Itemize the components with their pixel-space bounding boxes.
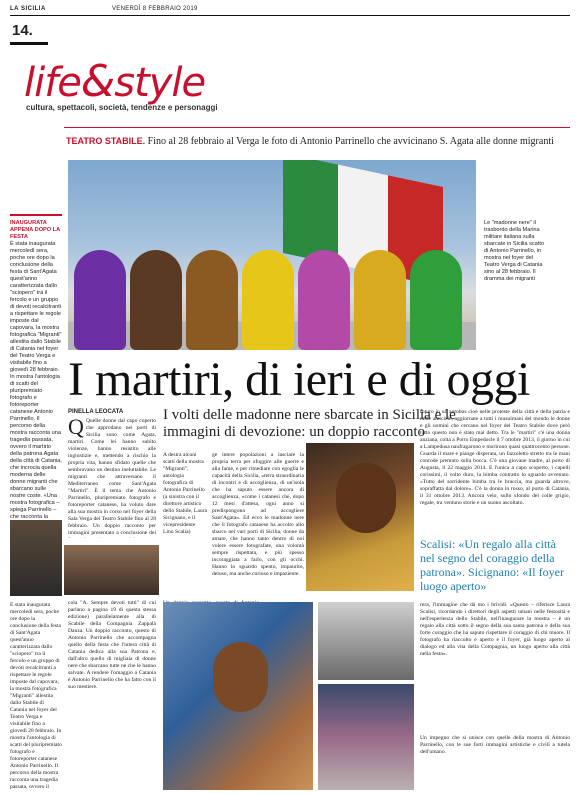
kicker-text: Fino al 28 febbraio al Verga le foto di Antonio Parrinello che avvicinano S. Agata alle donne migranti (147, 136, 554, 147)
woman-gold-veil (354, 250, 406, 350)
sidebar-continued (10, 602, 62, 790)
left-sidebar (10, 220, 62, 520)
sidebar-head: INAUGURATA APPENA DOPO LA FESTA (10, 220, 60, 240)
page-number-rule (10, 42, 48, 45)
article-bottom-col3: rera, l'immagine che dà mo i brividi. «Questo – riferisce Laura Scalisi, ricordando i direttori degli aspetti umani nelle festosità e nell'esperienza dello Stabile, nell'inaugurare la mostra – è un regalo alla città sotto il segno della sua santa patrona e della sua forte coraggio che ha saputo rispettare il coraggio di chi muore. Il fotografo ha riaccolto e aperto e il foyer, già luogo aperto al dialogo ed alla vita della Compagnia, un luogo aperto alla città nella festa». (420, 602, 570, 657)
logo-style: style (114, 60, 206, 106)
woman-green-veil (410, 250, 462, 350)
article-col2: ge intere popolazioni a lasciare la propria terra per sfuggire alle guerre e alla fame, e per rimediare con egoglia le capacità della Sicilia, «terra straordinaria di incontri e di accoglienza, di un'isola che ha saputo essere ancora di accoglienza, «come i catanesi che, dopo 12 mesi d'attesa, ogni anno si predispongono ad accogliere Sant'Agata». Ed ecco le madonne nere che il fotografo catanese ha accolto allo sbarco nei vari porti di Sicilia, donne da amare, che hanno tanto dentro di noi volere essere fotografate, una volontà sempre rispettata, e più spesso incoraggiata a farlo, con gli occhi. Hanno lo sguardo spento, impaurito, deluso, ma anche curioso e impaziente. (212, 452, 304, 577)
photo-woman-grayscale (318, 602, 414, 680)
woman-pink-veil (298, 250, 350, 350)
woman-yellow-veil (242, 250, 294, 350)
subheadline: I volti delle madonne nere sbarcate in Sicilia e le immagini di devozione: un doppio racconto (163, 407, 456, 440)
article-col3: futuro in un autobus cioè nelle proteste della città e della patria e nelle amicizie, aggiornate a tutti i musulmani del mondo le donne e gli uomini che cercano nel foyer del Teatro Stabile dove però tutto questo non è stato mai detto. Tra le "martiri" c'è una donna anziana, colta a Porto Empedocle il 7 ottobre 2013, il giorno in cui a Lampedusa naufragarono e morirono quasi quattrocento persone. Guarda il mare e piange disperata, un fazzoletto stretto tra le mani conrode premuto sulla bocca. C'è una giovane madre, al porto di Augusta, il 22 maggio 2014. E l'unica a capo scoperto, i capelli corissimi, il volto duro, la bimba contratto lo sguardo avvenuto. «Tutto del sorridente bimba tra le braccia, ma guarda altrove, sopraffatta dal dolore». C'è la donna in rosso, al porto di Catania, il 31 ottobre 2013. Ancora velo, sullo sfondo del colle grigio, regale, tra ventuno storie e un suono ascoltato. (420, 409, 570, 506)
photo-woman-blue-veil (163, 602, 313, 790)
sidebar-body: È stata inaugurata mercoledì sera, poche ore dopo la conclusione della festa di Sant'Agata quest'anno caratterizzata dallo "sciopero" tra il fercolo e un gruppo di devoti recalcitranti a rispettare le regole imposte dal capovara, la mostra fotografica "Migranti" allestita dallo Stabile di Catania nel foyer del Teatro Verga e visitabile fino a giovedì 28 febbraio. In mostra l'antologia di scatti del pluripremiato fotografo e fotoreporter catanese Antonio Parrinello. Il percorso della mostra racconta una tragedia passata, ovvero il martirio della patrona Agata della città di Catania, che incrocia quella moderna delle donne migranti che sbarcano sulle nostre coste. «Una mostra fotografica – spiega Parrinello – che racconta la (10, 241, 62, 520)
logo-ampersand: & (80, 56, 115, 107)
kicker-label: TEATRO STABILE. (66, 136, 146, 146)
sidebar-continued-text: È stata inaugurata mercoledì sera, poche ore dopo la conclusione della festa di Sant'Agata quest'anno caratterizzata dallo "sciopero" tra il fercolo e un gruppo di devoti recalcitranti a rispettare le regole imposte dal capovara, la mostra fotografica "Migranti" allestita dallo Stabile di Catania nel foyer del Teatro Verga e visitabile fino a giovedì 28 febbraio. In mostra l'antologia di scatti del pluripremiato fotografo e fotoreporter catanese Antonio Parrinello. Il percorso della mostra racconta una tragedia passata, ovvero il (10, 602, 62, 790)
photo-caption-mid: A destra alcuni scatti della mostra "Migranti", antologia fotografica di Antonio Parrinello (a sinistra con il direttore artistico dello Stabile, Laura Sicignano, e il vicepresidente Lino Scalia) (163, 452, 207, 535)
article-bottom-col1: cola "A. Sempre devoti tutti" di cui parlano a pagina 19 di questa stessa edizione) parallelamente alla di Scabile della Compagnia Zappalà Danza. Un doppio racconto, questo di Antonio Parrinello che accompagna quello della festa che l'intera città di Catania dedica alla sua Patrona e, dall'altro quello di migliaia di donne nere che sbarcano tutte ne che le hanno salvate. A rendere l'omaggio a Catania è Antonio Parrinello che ha fatto con il suo mestiere. (68, 600, 156, 690)
photo-praying-woman (306, 443, 414, 591)
byline: PINELLA LEOCATA (68, 409, 124, 415)
woman-brown-veil (130, 250, 182, 350)
newspaper-name: LA SICILIA (10, 6, 46, 12)
photo-exhibition-visitors (10, 520, 62, 596)
quote-headline: Scalisi: «Un regalo alla città nel segno del coraggio della patrona». Sicignano: «Il foyer luogo aperto» (420, 537, 564, 593)
article-bottom-col3b: Un impegno che si unisce con quelle della mostra di Antonio Parrinello, con le sue forti immagini artistiche e civili a tutela dell'umano. (420, 735, 570, 755)
article-col1: Q Quelle donne dal capo coperto che approdano nei porti di Sicilia sono come Agata, martiri. Come lei hanno subìto violenze, hanno resistito alle ingiustizie e, mettendo a rischio la propria vita, hanno sfidato quelle che sembravano un destino ineluttabile. Le migranti che attraversano il Mediterraneo come Sant'Agata "Martiri". È il tema che Antonio Parrinello, pluripremiato fotografo e fotoreporter catanese, ha voluto dare alla sua mostra in corso nel foyer della Sala Verga del Teatro Stabile fino al 28 febbraio. Un doppio racconto per immagini presentato a conclusione dei (68, 418, 156, 538)
section-subtitle: cultura, spettacoli, società, tendenze e personaggi (26, 103, 218, 112)
right-photo-caption: Le "madonne nere" il trasbordo della Marina militare italiana sulla sbarcate in Sicilia scatto di Antonio Parrinello, in mostra nel foyer del Teatro Verga di Catania sino al 28 febbraio. Il dramma dei migranti (484, 220, 544, 282)
kicker (66, 136, 554, 147)
page-number: 14. (12, 22, 33, 39)
issue-date: VENERDÌ 8 FEBBRAIO 2019 (112, 6, 198, 12)
woman-ochre-veil (186, 250, 238, 350)
logo-life: life (24, 60, 81, 106)
sidebar-rule (10, 214, 62, 216)
photo-parrinello-sicignano (64, 545, 159, 595)
section-logo (24, 56, 205, 107)
main-photo-migrant-women (68, 160, 476, 350)
kicker-rule (64, 127, 570, 128)
headline: I martiri, di ieri e di oggi (68, 353, 530, 406)
top-rule (10, 15, 570, 16)
woman-purple-veil (74, 250, 126, 350)
photo-migrants-group (318, 684, 414, 790)
article-col1-text: Quelle donne dal capo coperto che approdano nei porti di Sicilia sono come Agata, martiri. Come lei hanno subìto violenze, hanno resistito alle ingiustizie e, mettendo a rischio la propria vita, hanno sfidato quelle che sembravano un destino ineluttabile. Le migranti che attraversano il Mediterraneo come Sant'Agata "Martiri". È il tema che Antonio Parrinello, pluripremiato fotografo e fotoreporter catanese, ha voluto dare alla sua mostra in corso nel foyer della Sala Verga del Teatro Stabile fino al 28 febbraio. Un doppio racconto per immagini presentato a conclusione dei (68, 418, 156, 536)
